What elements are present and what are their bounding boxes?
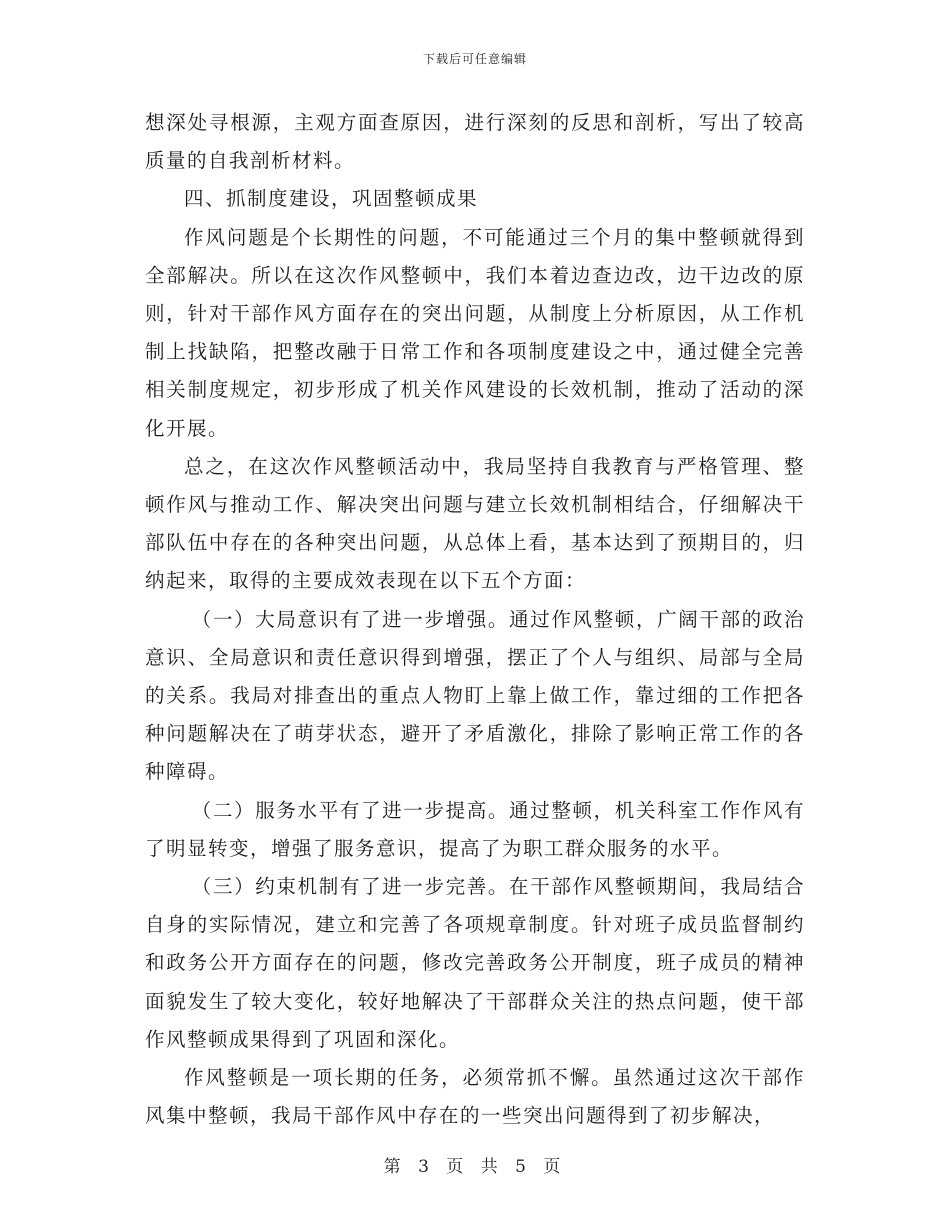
paragraph: 作风整顿是一项长期的任务，必须常抓不懈。虽然通过这次干部作风集中整顿，我局干部作风中存在的一些突出问题得到了初步解决， (145, 1066, 805, 1128)
paragraph-continuation: 想深处寻根源，主观方面查原因，进行深刻的反思和剖析，写出了较高质量的自我剖析材料。 (145, 111, 805, 173)
list-item-paragraph: （三）约束机制有了进一步完善。在干部作风整顿期间，我局结合自身的实际情况，建立和完善了各项规章制度。针对班子成员监督制约和政务公开方面存在的问题，修改完善政务公开制度，班子成员的精神面貌发生了较大变化，较好地解决了干部群众关注的热点问题，使干部作风整顿成果得到了巩固和深化。 (145, 875, 805, 1051)
list-item-paragraph: （二）服务水平有了进一步提高。通过整顿，机关科室工作作风有了明显转变，增强了服务意识，提高了为职工群众服务的水平。 (145, 798, 805, 860)
list-item-paragraph: （一）大局意识有了进一步增强。通过作风整顿，广阔干部的政治意识、全局意识和责任意识得到增强，摆正了个人与组织、局部与全局的关系。我局对排查出的重点人物盯上靠上做工作，靠过细的工作把各种问题解决在了萌芽状态，避开了矛盾激化，排除了影响正常工作的各种障碍。 (145, 607, 805, 784)
page-number: 第 3 页 共 5 页 (383, 1157, 567, 1177)
paragraph: 总之，在这次作风整顿活动中，我局坚持自我教育与严格管理、整顿作风与推动工作、解决突出问题与建立长效机制相结合，仔细解决干部队伍中存在的各种突出问题，从总体上看，基本达到了预期目的，归纳起来，取得的主要成效表现在以下五个方面： (145, 454, 805, 593)
section-heading: 四、抓制度建设，巩固整顿成果 (184, 187, 479, 211)
document-body (145, 104, 805, 1135)
page-header: 下载后可任意编辑 (422, 52, 527, 66)
paragraph: 作风问题是个长期性的问题，不可能通过三个月的集中整顿就得到全部解决。所以在这次作风整顿中，我们本着边查边改，边干边改的原则，针对干部作风方面存在的突出问题，从制度上分析原因，从工作机制上找缺陷，把整改融于日常工作和各项制度建设之中，通过健全完善相关制度规定，初步形成了机关作风建设的长效机制，推动了活动的深化开展。 (145, 225, 805, 440)
